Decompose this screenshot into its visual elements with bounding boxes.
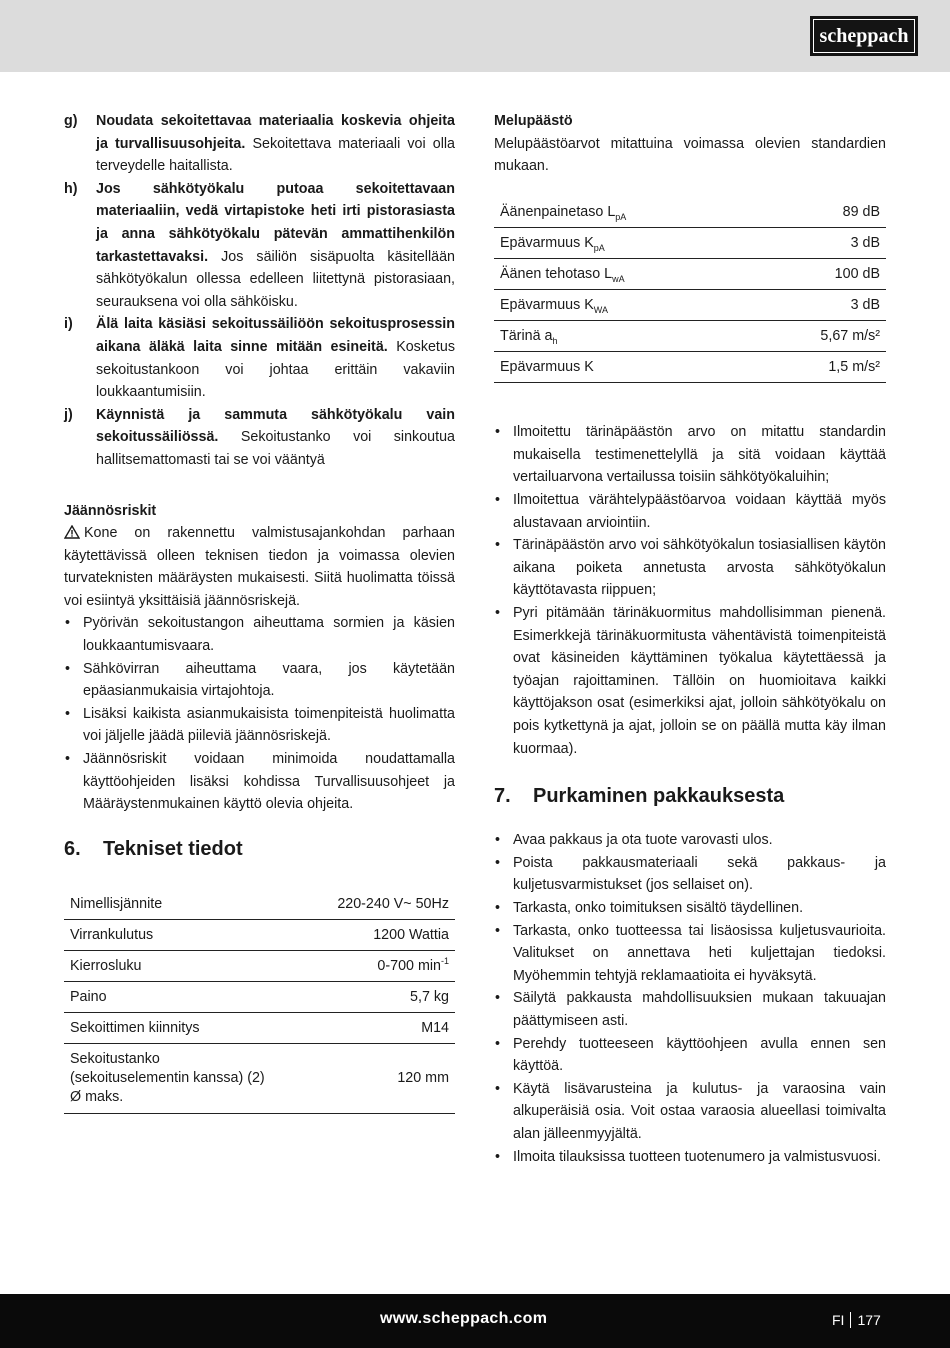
noise-value: 3 dB xyxy=(752,290,886,321)
language-code: FI xyxy=(832,1312,845,1328)
bullet-text: Perehdy tuotteeseen käyttöohjeen avulla ennen sen käyttöä. xyxy=(513,1035,886,1075)
noise-label-text: Äänen tehotaso L xyxy=(500,265,613,282)
noise-label xyxy=(494,290,752,321)
bullet-text: Jäännösriskit voidaan minimoida noudattamalla käyttöohjeiden lisäksi kohdissa Turvallisuusohjeet ja Määräystenmukainen käyttö olevia ohjeita. xyxy=(83,751,455,813)
spec-label: Virrankulutus xyxy=(64,920,309,951)
table-row xyxy=(64,951,455,982)
table-row xyxy=(64,920,455,951)
list-item xyxy=(494,852,886,897)
item-bold-text: Jos sähkötyökalu putoaa sekoitettavaan materiaaliin, vedä virtapistoke heti irti pistorasiasta ja anna sähkötyökalu pätevän ammattihenkilön tarkastettavaksi. xyxy=(96,180,455,265)
spec-value: 120 mm xyxy=(309,1044,455,1114)
residual-risks-heading: Jäännösriskit xyxy=(64,502,157,519)
list-marker: h) xyxy=(64,180,78,197)
noise-label-text: Epävarmuus K xyxy=(500,296,594,313)
bullet-icon: • xyxy=(495,492,501,509)
page-number: 177 xyxy=(857,1312,881,1328)
residual-risks-intro xyxy=(64,522,455,612)
noise-intro: Melupäästöarvot mitattuina voimassa olevien standardien mukaan. xyxy=(494,135,886,175)
footer-website-link[interactable]: www.scheppach.com xyxy=(380,1310,548,1327)
list-item xyxy=(64,703,455,748)
list-item xyxy=(64,313,455,403)
logo-wordmark: scheppach xyxy=(819,25,909,47)
noise-label xyxy=(494,352,752,383)
bullet-text: Ilmoitettua värähtelypäästöarvoa voidaan käyttää myös alustavaan arviointiin. xyxy=(513,492,886,531)
noise-label-sub: wA xyxy=(612,273,625,284)
table-row xyxy=(494,352,886,383)
bullet-text: Säilytä pakkausta mahdollisuuksien mukaan takuuajan päättymiseen asti. xyxy=(513,990,886,1029)
bullet-icon: • xyxy=(65,660,71,677)
spec-label: Paino xyxy=(64,982,309,1013)
list-item xyxy=(494,987,886,1032)
noise-value: 1,5 m/s² xyxy=(752,352,886,383)
noise-label-sub: h xyxy=(552,335,558,346)
spec-value-sup: -1 xyxy=(440,956,449,967)
noise-value: 5,67 m/s² xyxy=(752,321,886,352)
list-item xyxy=(64,404,455,472)
noise-label xyxy=(494,259,752,290)
section-number: 7. xyxy=(494,785,511,808)
bullet-icon: • xyxy=(495,990,501,1007)
bullet-text: Käytä lisävarusteina ja kulutus- ja varaosina vain alkuperäisiä osia. Voit ostaa varaosia alueellasi toimivalta alan jälleenmyyjältä. xyxy=(513,1080,886,1142)
bullet-icon: • xyxy=(495,424,501,441)
bullet-text: Pyri pitämään tärinäkuormitus mahdollisimman pienenä. Esimerkkejä tärinäkuormitusta vähentävistä toimenpiteistä ovat käsineiden käyttäminen työkalua käytettäessä ja työajan rajoittaminen. Tällöin on huomioitava kaikki käyttöjakson osat (esimerkiksi ajat, jolloin sähkötyökalu on pois kytkettynä ja ajat, jolloin se on päällä mutta käy ilman kuormaa). xyxy=(513,605,886,757)
bullet-icon: • xyxy=(495,1080,501,1097)
list-item xyxy=(64,658,455,703)
bullet-text: Lisäksi kaikista asianmukaisista toimenpiteistä huolimatta voi jäljelle jäädä piileviä jäännösriskejä. xyxy=(83,705,455,745)
list-item xyxy=(494,489,886,534)
item-text: Jos säiliön sisäpuolta käsitellään sähkötyökalun ollessa edelleen liitettynä pistorasiaan, seurauksena voi olla sähköisku. xyxy=(96,248,455,310)
list-marker: g) xyxy=(64,113,78,129)
bullet-icon: • xyxy=(495,1148,501,1165)
divider xyxy=(850,1312,851,1328)
bullet-icon: • xyxy=(495,1035,501,1052)
table-row xyxy=(64,982,455,1013)
residual-intro-text: Kone on rakennettu valmistusajankohdan parhaan käytettävissä olleen teknisen tiedon ja voimassa olevien turvateknisten määräysten mukaisesti. Siitä huolimatta töissä voi esiintyä yksittäisiä jäännösriskejä. xyxy=(64,525,455,609)
list-item xyxy=(64,178,455,314)
section-number: 6. xyxy=(64,837,81,860)
spec-value: 1200 Wattia xyxy=(309,920,455,951)
list-item xyxy=(64,110,455,178)
bullet-icon: • xyxy=(65,705,71,722)
bullet-icon: • xyxy=(495,605,501,622)
table-row xyxy=(494,259,886,290)
tech-spec-table xyxy=(64,889,455,1115)
noise-label-text: Epävarmuus K xyxy=(500,358,594,375)
noise-value: 89 dB xyxy=(752,197,886,228)
list-item xyxy=(64,612,455,657)
bullet-icon: • xyxy=(495,537,501,554)
table-row xyxy=(494,228,886,259)
list-item xyxy=(494,1146,886,1169)
bullet-icon: • xyxy=(495,922,501,939)
item-bold-text: Noudata sekoitettavaa materiaalia koskevia ohjeita ja turvallisuusohjeita. xyxy=(96,113,455,152)
item-text: Sekoitustanko voi sinkoutua hallitsemattomasti tai se voi vääntyä xyxy=(96,429,455,468)
noise-label-sub: pA xyxy=(615,211,627,222)
table-row xyxy=(64,889,455,920)
warning-triangle-icon xyxy=(64,525,80,539)
bullet-icon: • xyxy=(495,832,501,849)
bullet-text: Ilmoitettu tärinäpäästön arvo on mitattu standardin mukaisella testimenettelyllä ja sitä voidaan käyttää vertailuarvona vertailussa toisiin sähkötyökaluihin; xyxy=(513,424,886,486)
vibration-list xyxy=(494,421,886,760)
list-item xyxy=(494,1078,886,1146)
header-bar xyxy=(0,0,950,72)
section-6-heading xyxy=(64,836,455,862)
spec-label: Nimellisjännite xyxy=(64,889,309,920)
table-row xyxy=(64,1013,455,1044)
noise-heading: Melupäästö xyxy=(494,113,573,129)
bullet-text: Ilmoita tilauksissa tuotteen tuotenumero ja valmistusvuosi. xyxy=(513,1148,881,1165)
table-row xyxy=(64,1044,455,1114)
bullet-text: Pyörivän sekoitustangon aiheuttama sormien ja käsien loukkaantumisvaara. xyxy=(83,615,455,655)
noise-label xyxy=(494,197,752,228)
noise-value: 100 dB xyxy=(752,259,886,290)
right-column xyxy=(494,110,886,1168)
left-column xyxy=(64,110,455,1114)
spec-label xyxy=(64,1044,309,1114)
item-bold-text: Käynnistä ja sammuta sähkötyökalu vain sekoitussäiliössä. xyxy=(96,406,455,446)
bullet-icon: • xyxy=(65,615,71,632)
bullet-text: Poista pakkausmateriaali sekä pakkaus- ja kuljetusvarmistukset (jos sellaiset on). xyxy=(513,854,886,894)
table-row xyxy=(494,197,886,228)
list-item xyxy=(64,748,455,816)
noise-table xyxy=(494,197,886,384)
scheppach-logo xyxy=(810,16,918,56)
noise-label-text: Tärinä a xyxy=(500,327,553,344)
spec-value-text: 0-700 min xyxy=(377,957,441,974)
bullet-text: Tärinäpäästön arvo voi sähkötyökalun tosiasiallisen käytön aikana poiketa annetusta arvosta sähkötyökalun käyttötavasta riippuen; xyxy=(513,537,886,599)
list-item xyxy=(494,829,886,852)
bullet-icon: • xyxy=(495,899,501,916)
spec-label-line: (sekoituselementin kanssa) (2) xyxy=(70,1070,265,1087)
section-title: Tekniset tiedot xyxy=(103,837,243,860)
list-item xyxy=(494,421,886,489)
spec-label-line: Ø maks. xyxy=(70,1089,124,1106)
list-item xyxy=(494,534,886,602)
spec-label: Kierrosluku xyxy=(64,951,309,982)
table-row xyxy=(494,290,886,321)
bullet-text: Sähkövirran aiheuttama vaara, jos käytetään epäasianmukaisia virtajohtoja. xyxy=(83,660,455,700)
list-item xyxy=(494,920,886,988)
spec-value xyxy=(309,951,455,982)
list-marker: j) xyxy=(64,406,73,423)
spec-value: 5,7 kg xyxy=(309,982,455,1013)
list-item xyxy=(494,602,886,760)
spec-label: Sekoittimen kiinnitys xyxy=(64,1013,309,1044)
spec-value: 220-240 V~ 50Hz xyxy=(309,889,455,920)
noise-label-text: Epävarmuus K xyxy=(500,234,594,251)
unpack-list xyxy=(494,829,886,1168)
spec-value: M14 xyxy=(309,1013,455,1044)
footer-bar xyxy=(0,1294,950,1348)
noise-label xyxy=(494,321,752,352)
bullet-icon: • xyxy=(65,751,71,768)
list-marker: i) xyxy=(64,316,73,333)
noise-label xyxy=(494,228,752,259)
spec-label-line: Sekoitustanko xyxy=(70,1051,160,1068)
bullet-text: Tarkasta, onko toimituksen sisältö täydellinen. xyxy=(513,899,804,916)
bullet-text: Tarkasta, onko tuotteessa tai lisäosissa kuljetusvaurioita. Valitukset on annettava heti kuljettajan tiedoksi. Myöhemmin tehtyjä reklamaatioita ei hyväksytä. xyxy=(513,922,886,984)
item-text: Sekoitettava materiaali voi olla terveydelle haitallista. xyxy=(96,135,456,175)
section-title: Purkaminen pakkauksesta xyxy=(533,785,785,808)
section-7-heading xyxy=(494,783,886,809)
item-text: Kosketus sekoitustankoon voi johtaa erittäin vakaviin loukkaantumisiin. xyxy=(96,338,455,401)
page-indicator xyxy=(832,1309,881,1332)
bullet-text: Avaa pakkaus ja ota tuote varovasti ulos. xyxy=(513,832,773,849)
list-item xyxy=(494,1033,886,1078)
noise-label-sub: WA xyxy=(593,304,608,315)
noise-label-text: Äänenpainetaso L xyxy=(500,203,616,220)
table-row xyxy=(494,321,886,352)
noise-label-sub: pA xyxy=(593,242,605,253)
bullet-icon: • xyxy=(495,854,501,871)
list-item xyxy=(494,897,886,920)
item-bold-text: Älä laita käsiäsi sekoitussäiliöön sekoitusprosessin aikana äläkä laita sinne mitään esineitä. xyxy=(96,316,455,355)
noise-value: 3 dB xyxy=(752,228,886,259)
